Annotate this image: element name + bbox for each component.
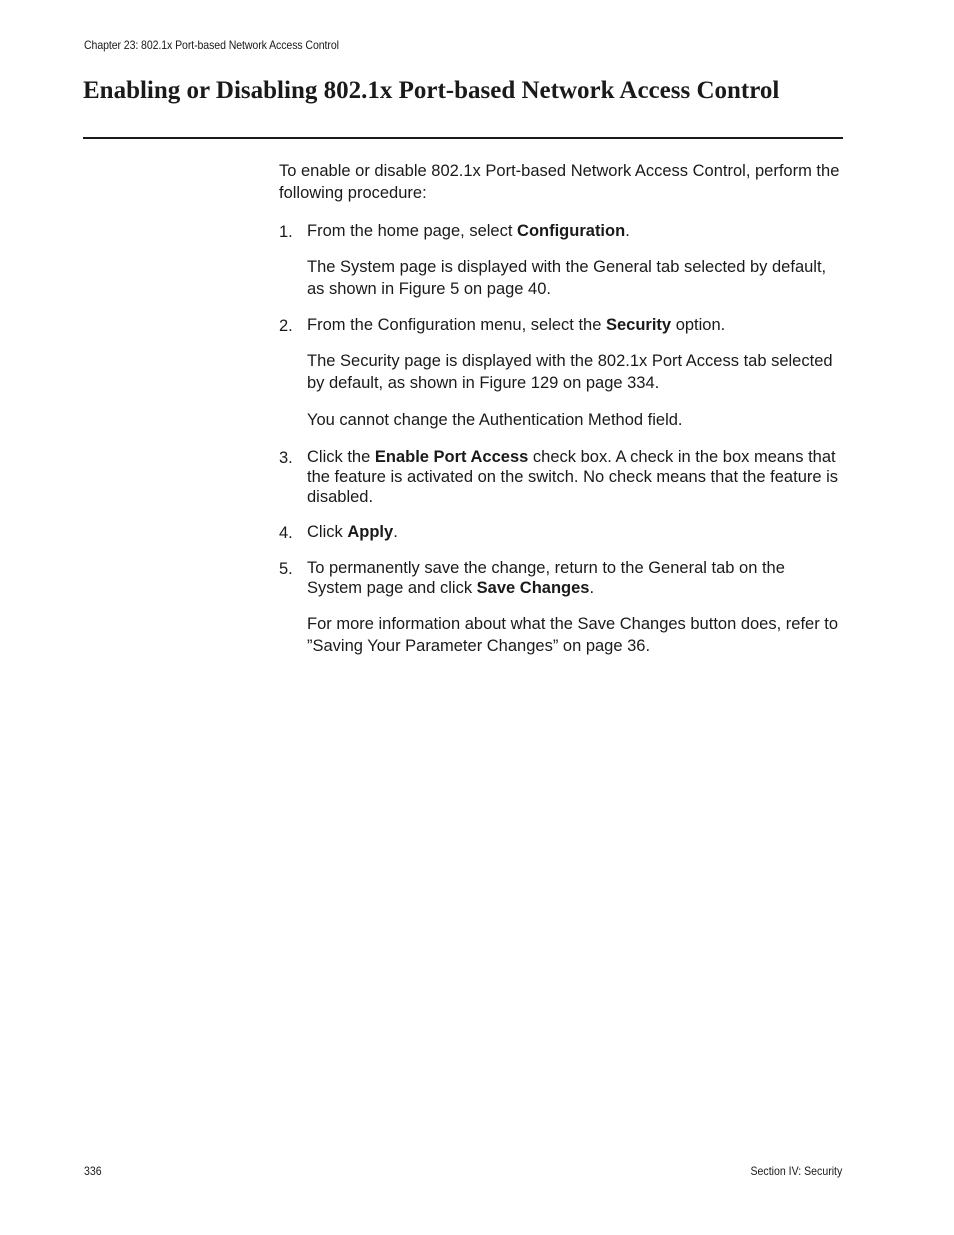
intro-paragraph: To enable or disable 802.1x Port-based Network Access Control, perform the following procedure: [279, 162, 840, 202]
ui-term-apply: Apply [347, 523, 394, 541]
step-number: 1. [279, 223, 293, 241]
step-text: Click Apply. [307, 523, 398, 541]
step-number: 4. [279, 524, 293, 542]
step-text: From the Configuration menu, select the Security option. [307, 316, 726, 334]
step-note: The System page is displayed with the General tab selected by default, as shown in Figure 5 on page 40. [307, 258, 827, 298]
ui-term-save-changes: Save Changes [476, 579, 590, 597]
step-note: The Security page is displayed with the 802.1x Port Access tab selected by default, as shown in Figure 129 on page 334. [307, 352, 833, 392]
step-note: For more information about what the Save Changes button does, refer to ”Saving Your Parameter Changes” on page 36. [307, 615, 839, 655]
ui-term-enable-port-access: Enable Port Access [374, 448, 529, 466]
step-text: Click the Enable Port Access check box. A check in the box means that the feature is activated on the switch. No check means that the feature is disabled. [307, 448, 839, 506]
step-text: To permanently save the change, return to the General tab on the System page and click Save Changes. [307, 559, 785, 597]
running-footer-section: Section IV: Security [750, 1164, 842, 1178]
section-title: Enabling or Disabling 802.1x Port-based Network Access Control [83, 77, 780, 104]
title-rule [83, 137, 843, 139]
page-number: 336 [84, 1164, 102, 1178]
step-2 [279, 315, 844, 335]
body-text [279, 160, 844, 657]
step-note: You cannot change the Authentication Method field. [307, 411, 683, 429]
step-3 [279, 447, 844, 507]
step-1 [279, 221, 844, 241]
running-header: Chapter 23: 802.1x Port-based Network Access Control [84, 38, 339, 52]
step-5 [279, 558, 844, 598]
ui-term-configuration: Configuration [517, 222, 626, 240]
step-number: 3. [279, 449, 293, 467]
step-number: 2. [279, 317, 293, 335]
step-number: 5. [279, 560, 293, 578]
ui-term-security: Security [605, 316, 672, 334]
step-text: From the home page, select Configuration. [307, 222, 630, 240]
step-4 [279, 522, 844, 542]
